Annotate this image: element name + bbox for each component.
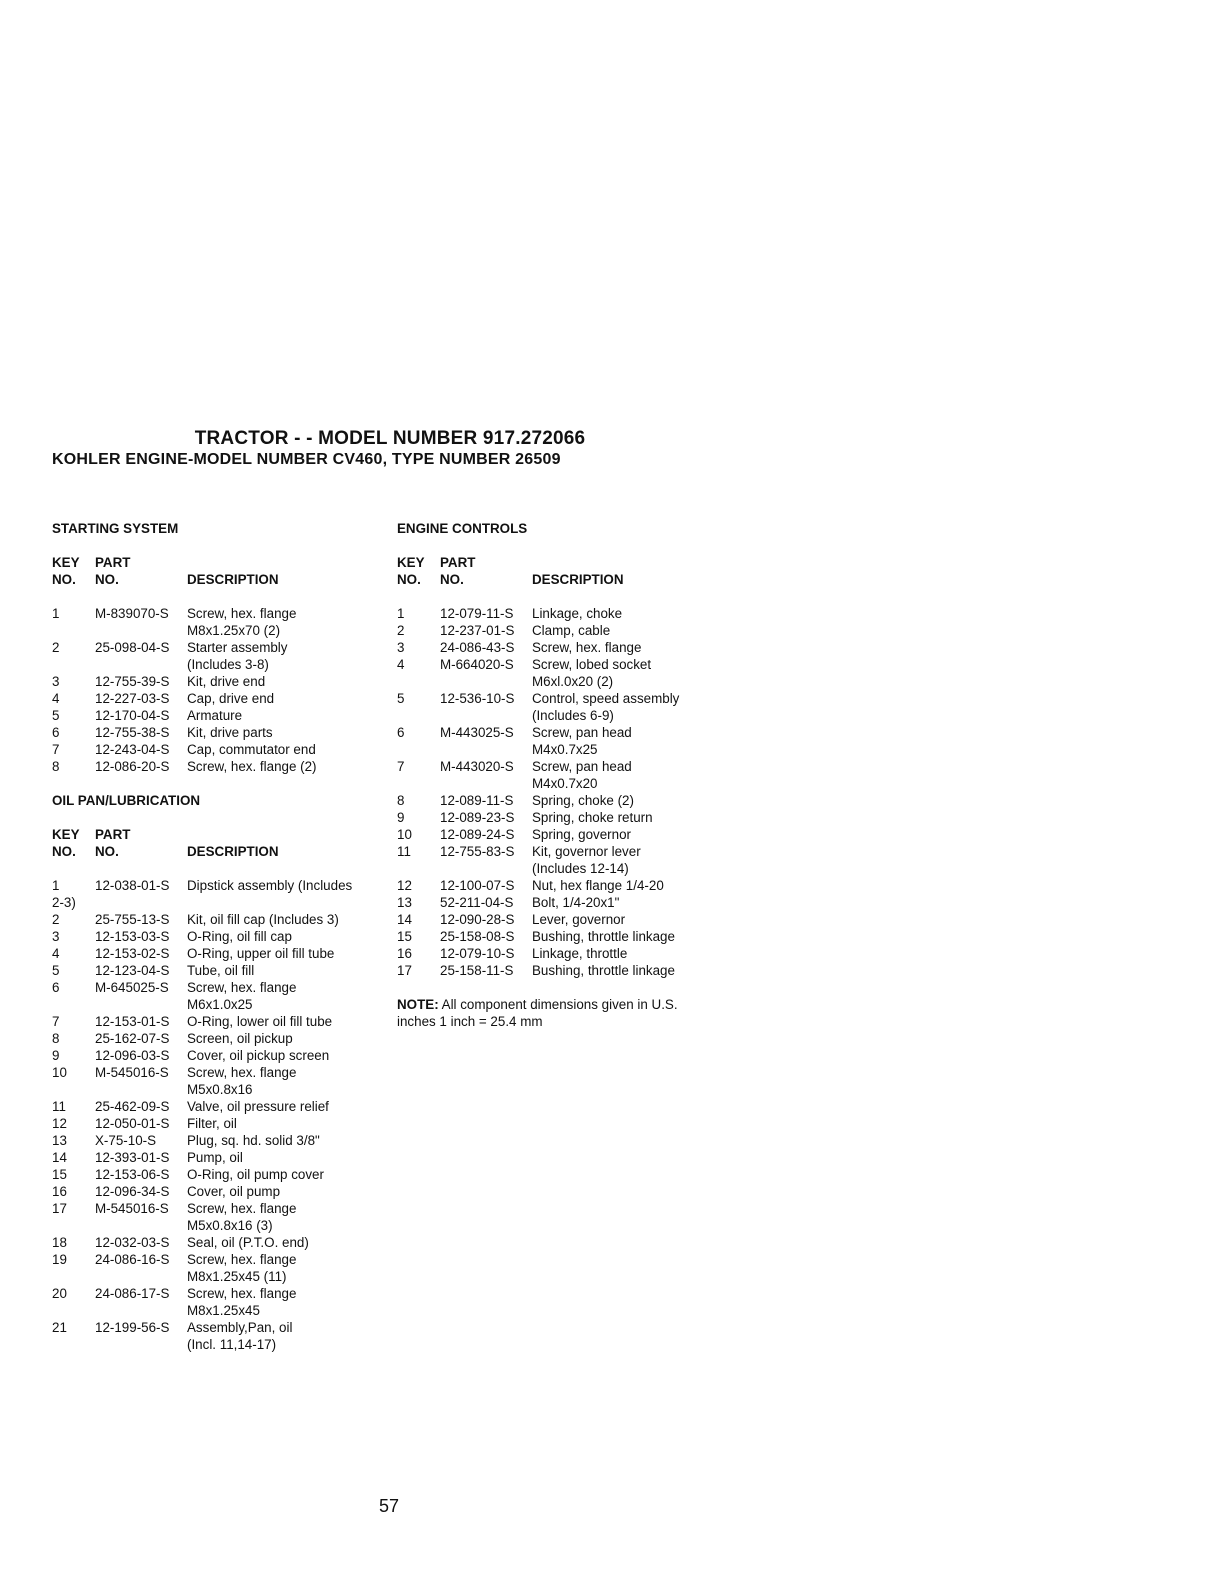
key-no: 8	[397, 793, 405, 808]
table-row	[397, 877, 737, 894]
description: Nut, hex flange 1/4-20	[532, 878, 664, 893]
table-row	[52, 928, 392, 945]
description: Cover, oil pump	[187, 1184, 281, 1199]
table-row	[52, 911, 392, 928]
oil-rows	[52, 877, 392, 1353]
part-no: 12-153-01-S	[95, 1014, 170, 1029]
header-description: DESCRIPTION	[187, 572, 279, 587]
table-row	[52, 1251, 392, 1285]
description: Armature	[187, 708, 243, 723]
part-no: 25-755-13-S	[95, 912, 170, 927]
key-no: 7	[52, 1014, 60, 1029]
part-no	[95, 894, 187, 911]
note	[397, 996, 717, 1030]
description: Screw, lobed socket M6xl.0x20 (2)	[532, 657, 652, 689]
table-row	[52, 894, 392, 911]
header-no: NO.	[397, 572, 421, 587]
table-row	[52, 758, 392, 775]
key-no: 2-3)	[52, 895, 76, 910]
key-no: 5	[397, 691, 405, 706]
key-no: 15	[52, 1167, 67, 1182]
part-no: M-839070-S	[95, 606, 169, 621]
table-row	[52, 1166, 392, 1183]
description: Kit, governor lever (Includes 12-14)	[532, 844, 641, 876]
table-row	[397, 894, 737, 911]
starting-table-header	[52, 554, 392, 588]
description: Screw, hex. flange M8x1.25x45	[187, 1286, 297, 1318]
part-no: 12-199-56-S	[95, 1320, 170, 1335]
key-no: 5	[52, 963, 60, 978]
description: O-Ring, lower oil fill tube	[187, 1014, 333, 1029]
part-no: 12-038-01-S	[95, 878, 170, 893]
key-no: 10	[52, 1065, 67, 1080]
description: Screw, hex. flange	[532, 640, 642, 655]
table-row	[52, 673, 392, 690]
table-row	[52, 945, 392, 962]
part-no: 12-079-11-S	[440, 606, 514, 621]
key-no: 4	[52, 946, 60, 961]
table-row	[52, 1149, 392, 1166]
header-part-no: NO.	[95, 844, 119, 859]
key-no: 4	[397, 657, 405, 672]
description: Tube, oil fill	[187, 963, 255, 978]
description: Valve, oil pressure relief	[187, 1099, 329, 1114]
key-no: 7	[52, 742, 60, 757]
table-row	[52, 962, 392, 979]
part-no: 12-096-34-S	[95, 1184, 170, 1199]
key-no: 3	[52, 674, 60, 689]
key-no: 16	[397, 946, 412, 961]
table-row	[397, 826, 737, 843]
description: Kit, oil fill cap (Includes 3)	[187, 912, 339, 927]
part-no: 12-100-07-S	[440, 878, 515, 893]
description	[187, 894, 392, 911]
description: Kit, drive end	[187, 674, 266, 689]
key-no: 2	[52, 640, 60, 655]
key-no: 12	[52, 1116, 67, 1131]
header-no: NO.	[52, 844, 76, 859]
table-row	[52, 605, 392, 639]
key-no: 10	[397, 827, 412, 842]
engine-controls-title: ENGINE CONTROLS	[397, 521, 528, 536]
part-no: 12-086-20-S	[95, 759, 170, 774]
key-no: 8	[52, 759, 60, 774]
header-part-no: NO.	[95, 572, 119, 587]
left-column	[52, 520, 392, 1353]
part-no: 52-211-04-S	[440, 895, 514, 910]
part-no: 12-153-02-S	[95, 946, 170, 961]
description: Filter, oil	[187, 1116, 237, 1131]
key-no: 11	[397, 844, 411, 859]
key-no: 3	[397, 640, 405, 655]
part-no: M-443020-S	[440, 759, 514, 774]
starting-rows	[52, 605, 392, 775]
description: Lever, governor	[532, 912, 626, 927]
part-no: 25-162-07-S	[95, 1031, 170, 1046]
key-no: 1	[52, 606, 60, 621]
table-row	[52, 1200, 392, 1234]
key-no: 7	[397, 759, 405, 774]
table-row	[397, 792, 737, 809]
part-no: 25-158-08-S	[440, 929, 515, 944]
key-no: 17	[52, 1201, 67, 1216]
description: Cover, oil pickup screen	[187, 1048, 330, 1063]
table-row	[397, 622, 737, 639]
description: Screw, pan head M4x0.7x25	[532, 725, 632, 757]
engine-table-header	[397, 554, 737, 588]
part-no: 12-089-23-S	[440, 810, 515, 825]
part-no: M-645025-S	[95, 980, 169, 995]
part-no: 12-755-83-S	[440, 844, 515, 859]
key-no: 18	[52, 1235, 67, 1250]
part-no: 12-079-10-S	[440, 946, 515, 961]
table-row	[397, 605, 737, 622]
part-no: X-75-10-S	[95, 1133, 157, 1148]
part-no: 12-090-28-S	[440, 912, 515, 927]
page-number: 57	[379, 1496, 400, 1516]
part-no: 12-237-01-S	[440, 623, 515, 638]
description: Screw, hex. flange (2)	[187, 759, 317, 774]
description: Screw, hex. flange M8x1.25x70 (2)	[187, 606, 297, 638]
description: Spring, choke (2)	[532, 793, 634, 808]
description: Seal, oil (P.T.O. end)	[187, 1235, 309, 1250]
page-title: TRACTOR - - MODEL NUMBER 917.272066	[194, 428, 586, 449]
key-no: 9	[397, 810, 405, 825]
key-no: 19	[52, 1252, 67, 1267]
key-no: 12	[397, 878, 412, 893]
key-no: 3	[52, 929, 60, 944]
key-no: 20	[52, 1286, 67, 1301]
key-no: 11	[52, 1099, 66, 1114]
description: O-Ring, oil pump cover	[187, 1167, 324, 1182]
note-label: NOTE:	[397, 997, 439, 1012]
table-row	[52, 979, 392, 1013]
header-part: PART	[95, 827, 131, 842]
table-row	[397, 911, 737, 928]
table-row	[52, 639, 392, 673]
part-no: 12-089-24-S	[440, 827, 515, 842]
table-row	[52, 724, 392, 741]
key-no: 1	[397, 606, 405, 621]
description: Spring, choke return	[532, 810, 653, 825]
part-no: 12-050-01-S	[95, 1116, 170, 1131]
table-row	[397, 843, 737, 877]
page-subtitle: KOHLER ENGINE-MODEL NUMBER CV460, TYPE NUMBER 26509	[52, 451, 561, 468]
part-no: 12-243-04-S	[95, 742, 170, 757]
key-no: 2	[397, 623, 405, 638]
engine-rows	[397, 605, 737, 979]
table-row	[52, 1183, 392, 1200]
key-no: 21	[52, 1320, 67, 1335]
description: Screw, hex. flange M5x0.8x16 (3)	[187, 1201, 297, 1233]
table-row	[52, 1098, 392, 1115]
key-no: 6	[52, 980, 60, 995]
table-row	[397, 928, 737, 945]
table-row	[397, 809, 737, 826]
key-no: 17	[397, 963, 412, 978]
starting-system-title: STARTING SYSTEM	[52, 521, 179, 536]
part-no: M-664020-S	[440, 657, 514, 672]
table-row	[397, 724, 737, 758]
description: Cap, commutator end	[187, 742, 316, 757]
key-no: 16	[52, 1184, 67, 1199]
key-no: 9	[52, 1048, 60, 1063]
key-no: 13	[397, 895, 412, 910]
part-no: 12-153-03-S	[95, 929, 170, 944]
table-row	[52, 1047, 392, 1064]
table-row	[52, 1030, 392, 1047]
table-row	[397, 639, 737, 656]
description: Screw, hex. flange M8x1.25x45 (11)	[187, 1252, 297, 1284]
key-no: 15	[397, 929, 412, 944]
header-key: KEY	[397, 555, 425, 570]
table-row	[52, 1132, 392, 1149]
header-no: NO.	[52, 572, 76, 587]
part-no: 12-536-10-S	[440, 691, 515, 706]
key-no: 1	[52, 878, 60, 893]
part-no: M-443025-S	[440, 725, 514, 740]
key-no: 2	[52, 912, 60, 927]
key-no: 14	[397, 912, 412, 927]
part-no: 12-755-39-S	[95, 674, 170, 689]
part-no: 24-086-17-S	[95, 1286, 170, 1301]
part-no: 24-086-16-S	[95, 1252, 170, 1267]
part-no: 24-086-43-S	[440, 640, 515, 655]
description: Dipstick assembly (Includes	[187, 878, 353, 893]
key-no: 6	[52, 725, 60, 740]
description: Pump, oil	[187, 1150, 243, 1165]
part-no: 25-462-09-S	[95, 1099, 170, 1114]
part-no: 12-153-06-S	[95, 1167, 170, 1182]
description: Bolt, 1/4-20x1"	[532, 895, 620, 910]
table-row	[52, 877, 392, 894]
oil-pan-title: OIL PAN/LUBRICATION	[52, 793, 201, 808]
header-description: DESCRIPTION	[532, 572, 624, 587]
description: Linkage, throttle	[532, 946, 628, 961]
table-row	[52, 741, 392, 758]
key-no: 5	[52, 708, 60, 723]
header-part-no: NO.	[440, 572, 464, 587]
part-no: 12-123-04-S	[95, 963, 170, 978]
description: Bushing, throttle linkage	[532, 929, 675, 944]
description: Screw, hex. flange M5x0.8x16	[187, 1065, 297, 1097]
right-column	[397, 520, 737, 1030]
description: Starter assembly (Includes 3-8)	[187, 640, 288, 672]
part-no: M-545016-S	[95, 1201, 169, 1216]
key-no: 4	[52, 691, 60, 706]
table-row	[52, 707, 392, 724]
table-row	[397, 945, 737, 962]
table-row	[52, 1234, 392, 1251]
description: O-Ring, oil fill cap	[187, 929, 292, 944]
key-no: 8	[52, 1031, 60, 1046]
key-no: 13	[52, 1133, 67, 1148]
table-row	[52, 1285, 392, 1319]
description: O-Ring, upper oil fill tube	[187, 946, 335, 961]
key-no: 6	[397, 725, 405, 740]
part-no: 12-032-03-S	[95, 1235, 170, 1250]
description: Plug, sq. hd. solid 3/8"	[187, 1133, 320, 1148]
table-row	[52, 1319, 392, 1353]
part-no: 12-170-04-S	[95, 708, 170, 723]
description: Screw, hex. flange M6x1.0x25	[187, 980, 297, 1012]
part-no: 25-158-11-S	[440, 963, 514, 978]
header-description: DESCRIPTION	[187, 844, 279, 859]
description: Bushing, throttle linkage	[532, 963, 675, 978]
note-text: All component dimensions given in U.S. inches 1 inch = 25.4 mm	[397, 997, 678, 1029]
header-part: PART	[95, 555, 131, 570]
part-no: 12-755-38-S	[95, 725, 170, 740]
description: Linkage, choke	[532, 606, 623, 621]
header-key: KEY	[52, 555, 80, 570]
description: Cap, drive end	[187, 691, 275, 706]
description: Screen, oil pickup	[187, 1031, 293, 1046]
description: Kit, drive parts	[187, 725, 273, 740]
table-row	[52, 1064, 392, 1098]
description: Spring, governor	[532, 827, 631, 842]
table-row	[397, 656, 737, 690]
table-row	[397, 758, 737, 792]
part-no: 12-089-11-S	[440, 793, 514, 808]
part-no: M-545016-S	[95, 1065, 169, 1080]
description: Assembly,Pan, oil (Incl. 11,14-17)	[187, 1320, 293, 1352]
header-key: KEY	[52, 827, 80, 842]
table-row	[52, 1013, 392, 1030]
part-no: 12-096-03-S	[95, 1048, 170, 1063]
oil-table-header	[52, 826, 392, 860]
description: Control, speed assembly (Includes 6-9)	[532, 691, 680, 723]
table-row	[52, 1115, 392, 1132]
table-row	[52, 690, 392, 707]
part-no: 12-393-01-S	[95, 1150, 170, 1165]
part-no: 25-098-04-S	[95, 640, 170, 655]
table-row	[397, 690, 737, 724]
key-no: 14	[52, 1150, 67, 1165]
description: Clamp, cable	[532, 623, 611, 638]
part-no: 12-227-03-S	[95, 691, 170, 706]
description: Screw, pan head M4x0.7x20	[532, 759, 632, 791]
table-row	[397, 962, 737, 979]
header-part: PART	[440, 555, 476, 570]
